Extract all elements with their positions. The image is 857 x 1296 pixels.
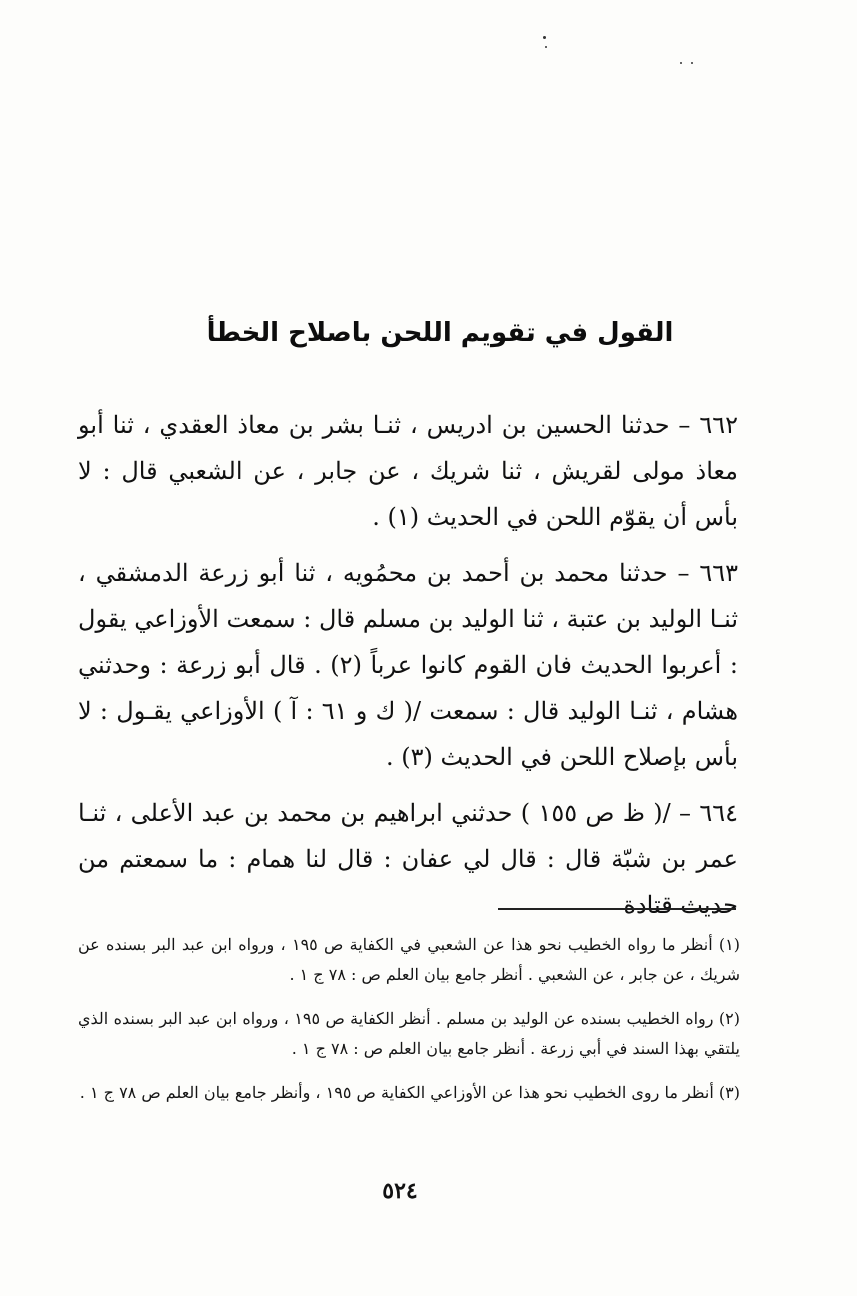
- hadith-paragraph: ٦٦٣ – حدثنا محمد بن أحمد بن محمُويه ، ثنا أبو زرعة الدمشقي ، ثنـا الوليد بن عتبة ، ثنا الوليد بن مسلم قال : سمعت الأوزاعي يقول : أعربوا الحديث فان القوم كانوا عرباً (٢) . قال أبو زرعة : وحدثني هشام ، ثنـا الوليد قال : سمعت /( ك و ٦١ : آ ) الأوزاعي يقـول : لا بأس بإصلاح اللحن في الحديث (٣) .: [78, 559, 738, 771]
- footnote: (٢) رواه الخطيب بسنده عن الوليد بن مسلم . أنظر الكفاية ص ١٩٥ ، ورواه ابن عبد البر بسنده الذي يلتقي بهذا السند في أبي زرعة . أنظر جامع بيان العلم ص : ٧٨ ج ١ .: [78, 1009, 740, 1058]
- footnote: (١) أنظر ما رواه الخطيب نحو هذا عن الشعبي في الكفاية ص ١٩٥ ، ورواه ابن عبد البر بسنده عن شريك ، عن جابر ، عن الشعبي . أنظر جامع بيان العلم ص : ٧٨ ج ١ .: [78, 935, 740, 984]
- footnote: (٣) أنظر ما روى الخطيب نحو هذا عن الأوزاعي الكفاية ص ١٩٥ ، وأنظر جامع بيان العلم ص ٧٨ ج ١ .: [79, 1083, 740, 1102]
- main-text: [78, 402, 738, 938]
- scan-speck: [545, 46, 547, 48]
- hadith-paragraph: ٦٦٤ – /( ظ ص ١٥٥ ) حدثني ابراهيم بن محمد بن عبد الأعلى ، ثنـا عمر بن شبّة قال : قال لي عفان : قال لنا همام : ما سمعتم من حديث قتادة: [78, 799, 738, 919]
- scan-speck: [691, 62, 693, 64]
- footnotes: [78, 930, 740, 1122]
- page-number: ٥٢٤: [382, 1178, 418, 1204]
- scan-speck: [543, 36, 546, 39]
- hadith-paragraph: ٦٦٢ – حدثنا الحسين بن ادريس ، ثنـا بشر بن معاذ العقدي ، ثنا أبو معاذ مولى لقريش ، ثنا شريك ، عن جابر ، عن الشعبي قال : لا بأس أن يقوّم اللحن في الحديث (١) .: [78, 411, 738, 531]
- section-title: القول في تقويم اللحن باصلاح الخطأ: [206, 318, 674, 349]
- scan-speck: [680, 62, 682, 64]
- footnote-divider: [498, 908, 736, 910]
